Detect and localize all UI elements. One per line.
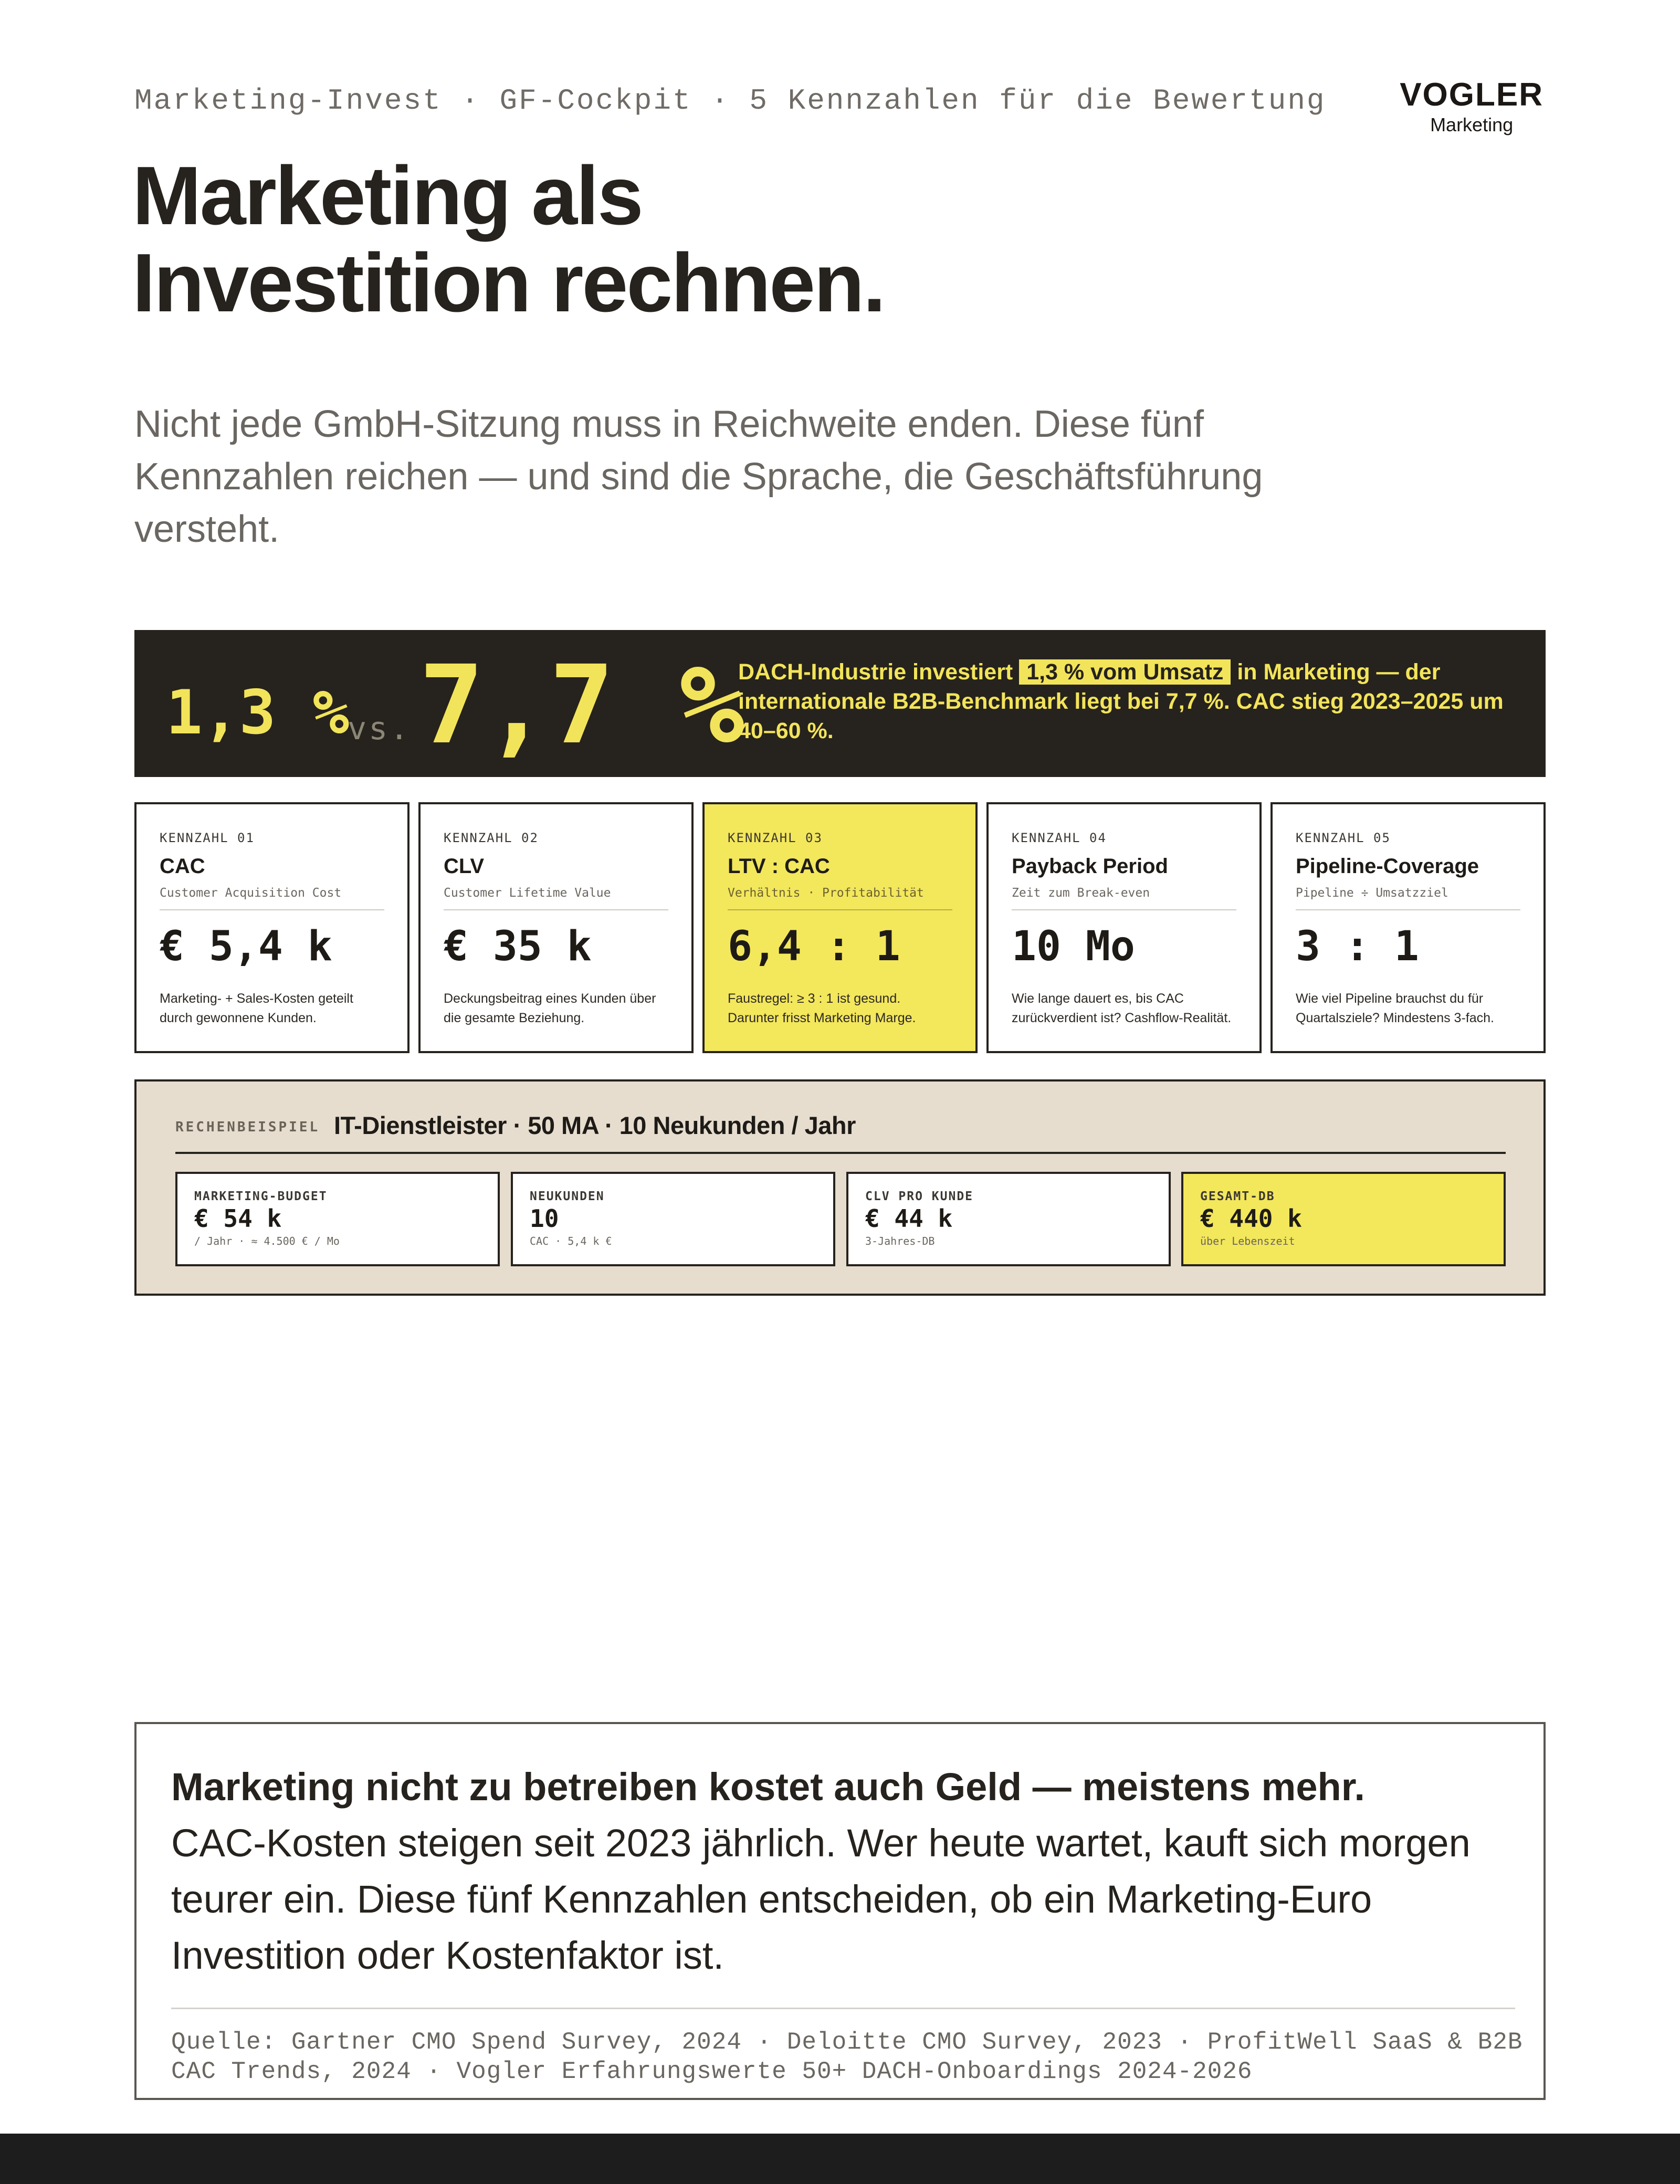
example-divider bbox=[175, 1152, 1506, 1154]
example-box-note: CAC · 5,4 k € bbox=[530, 1235, 612, 1247]
kpi-value: 6,4 : 1 bbox=[728, 923, 900, 970]
kpi-subtitle: Customer Acquisition Cost bbox=[160, 886, 342, 900]
dach-share-value: 1,3 % bbox=[166, 677, 350, 748]
example-box-label: NEUKUNDEN bbox=[530, 1190, 605, 1203]
example-box-note: über Lebenszeit bbox=[1200, 1235, 1295, 1247]
example-box-value: € 44 k bbox=[865, 1204, 953, 1233]
banner-text-start: DACH-Industrie investiert bbox=[738, 659, 1013, 685]
kpi-label: KENNZAHL 02 bbox=[444, 831, 539, 845]
kpi-title: CLV bbox=[444, 855, 485, 878]
example-box-label: CLV PRO KUNDE bbox=[865, 1190, 974, 1203]
kpi-title: CAC bbox=[160, 855, 205, 878]
kpi-subtitle: Pipeline ÷ Umsatzziel bbox=[1296, 886, 1448, 900]
example-box-label: MARKETING-BUDGET bbox=[194, 1190, 328, 1203]
kpi-label: KENNZAHL 01 bbox=[160, 831, 255, 845]
kpi-divider bbox=[728, 909, 952, 910]
kpi-divider bbox=[1296, 909, 1520, 910]
example-label: RECHENBEISPIEL bbox=[175, 1119, 320, 1135]
benchmark-value: 7,7 % bbox=[419, 642, 745, 768]
versus-label: vs. bbox=[348, 710, 411, 747]
kpi-value: 3 : 1 bbox=[1296, 923, 1419, 970]
kpi-label: KENNZAHL 04 bbox=[1012, 831, 1107, 845]
example-box-label: GESAMT-DB bbox=[1200, 1190, 1275, 1203]
kpi-divider bbox=[1012, 909, 1236, 910]
conclusion-text bbox=[171, 1759, 1515, 1983]
example-box-note: 3-Jahres-DB bbox=[865, 1235, 935, 1247]
source-citation: Quelle: Gartner CMO Spend Survey, 2024 · Deloitte CMO Survey, 2023 · ProfitWell SaaS & B2B CAC Trends, 2024 · Vogler Erfahrungswerte 50+ DACH-Onboardings 2024-2026 bbox=[171, 2029, 1523, 2085]
kpi-card-pipeline bbox=[1270, 802, 1546, 1053]
kpi-description: Marketing- + Sales-Kosten geteilt durch gewonnene Kunden. bbox=[160, 991, 353, 1025]
kpi-description: Faustregel: ≥ 3 : 1 ist gesund. Darunter frisst Marketing Marge. bbox=[728, 991, 916, 1025]
example-box-value: € 440 k bbox=[1200, 1204, 1302, 1233]
kpi-subtitle: Customer Lifetime Value bbox=[444, 886, 611, 900]
banner-text-end: in Marketing — der internationale B2B-Benchmark liegt bei 7,7 %. CAC stieg 2023–2025 um 40–60 %. bbox=[738, 659, 1504, 743]
kpi-label: KENNZAHL 03 bbox=[728, 831, 823, 845]
brand-logo bbox=[1400, 79, 1544, 134]
kpi-title: Pipeline-Coverage bbox=[1296, 855, 1479, 878]
conclusion-box bbox=[134, 1722, 1546, 2100]
kpi-value: € 5,4 k bbox=[160, 923, 332, 970]
banner-highlight: 1,3 % vom Umsatz bbox=[1019, 659, 1231, 685]
page-title-line-1: Marketing als bbox=[132, 150, 642, 242]
logo-name: VOGLER bbox=[1400, 77, 1544, 113]
kpi-subtitle: Verhältnis · Profitabilität bbox=[728, 886, 924, 900]
example-box-value: € 54 k bbox=[194, 1204, 282, 1233]
example-title: IT-Dienstleister · 50 MA · 10 Neukunden / Jahr bbox=[334, 1111, 856, 1139]
kpi-card-cac bbox=[134, 802, 410, 1053]
kpi-card-ltv-cac bbox=[702, 802, 978, 1053]
footer-bar bbox=[0, 2134, 1680, 2184]
kpi-title: LTV : CAC bbox=[728, 855, 830, 878]
page-title-line-2: Investition rechnen. bbox=[132, 237, 885, 329]
kpi-value: 10 Mo bbox=[1012, 923, 1135, 970]
kpi-title: Payback Period bbox=[1012, 855, 1168, 878]
calculation-example bbox=[134, 1079, 1546, 1296]
example-box-clv bbox=[846, 1172, 1171, 1266]
kpi-label: KENNZAHL 05 bbox=[1296, 831, 1391, 845]
kpi-description: Wie viel Pipeline brauchst du für Quartalsziele? Mindestens 3-fach. bbox=[1296, 991, 1494, 1025]
kpi-divider bbox=[444, 909, 668, 910]
conclusion-headline: Marketing nicht zu betreiben kostet auch Geld — meistens mehr. bbox=[171, 1765, 1365, 1809]
example-box-value: 10 bbox=[530, 1204, 559, 1233]
lead-paragraph: Nicht jede GmbH-Sitzung muss in Reichweite enden. Diese fünf Kennzahlen reichen — und sind die Sprache, die Geschäftsführung versteht. bbox=[134, 403, 1263, 550]
kpi-description: Wie lange dauert es, bis CAC zurückverdient ist? Cashflow-Realität. bbox=[1012, 991, 1232, 1025]
example-box-budget bbox=[175, 1172, 500, 1266]
conclusion-divider bbox=[171, 2008, 1515, 2009]
page-title bbox=[132, 152, 885, 327]
eyebrow-text: Marketing-Invest · GF-Cockpit · 5 Kennzahlen für die Bewertung bbox=[134, 84, 1326, 118]
example-box-total-db bbox=[1181, 1172, 1506, 1266]
kpi-divider bbox=[160, 909, 384, 910]
banner-text bbox=[738, 657, 1526, 746]
logo-subtitle: Marketing bbox=[1430, 114, 1514, 135]
kpi-description: Deckungsbeitrag eines Kunden über die gesamte Beziehung. bbox=[444, 991, 656, 1025]
kpi-card-payback bbox=[986, 802, 1262, 1053]
kpi-value: € 35 k bbox=[444, 923, 592, 970]
example-box-note: / Jahr · ≈ 4.500 € / Mo bbox=[194, 1235, 340, 1247]
kpi-subtitle: Zeit zum Break-even bbox=[1012, 886, 1150, 900]
conclusion-body: CAC-Kosten steigen seit 2023 jährlich. Wer heute wartet, kauft sich morgen teurer ein. Diese fünf Kennzahlen entscheiden, ob ein Marketing-Euro Investition oder Kostenfaktor ist. bbox=[171, 1821, 1471, 1977]
benchmark-banner bbox=[134, 630, 1546, 777]
example-box-new-customers bbox=[511, 1172, 835, 1266]
kpi-card-clv bbox=[418, 802, 694, 1053]
